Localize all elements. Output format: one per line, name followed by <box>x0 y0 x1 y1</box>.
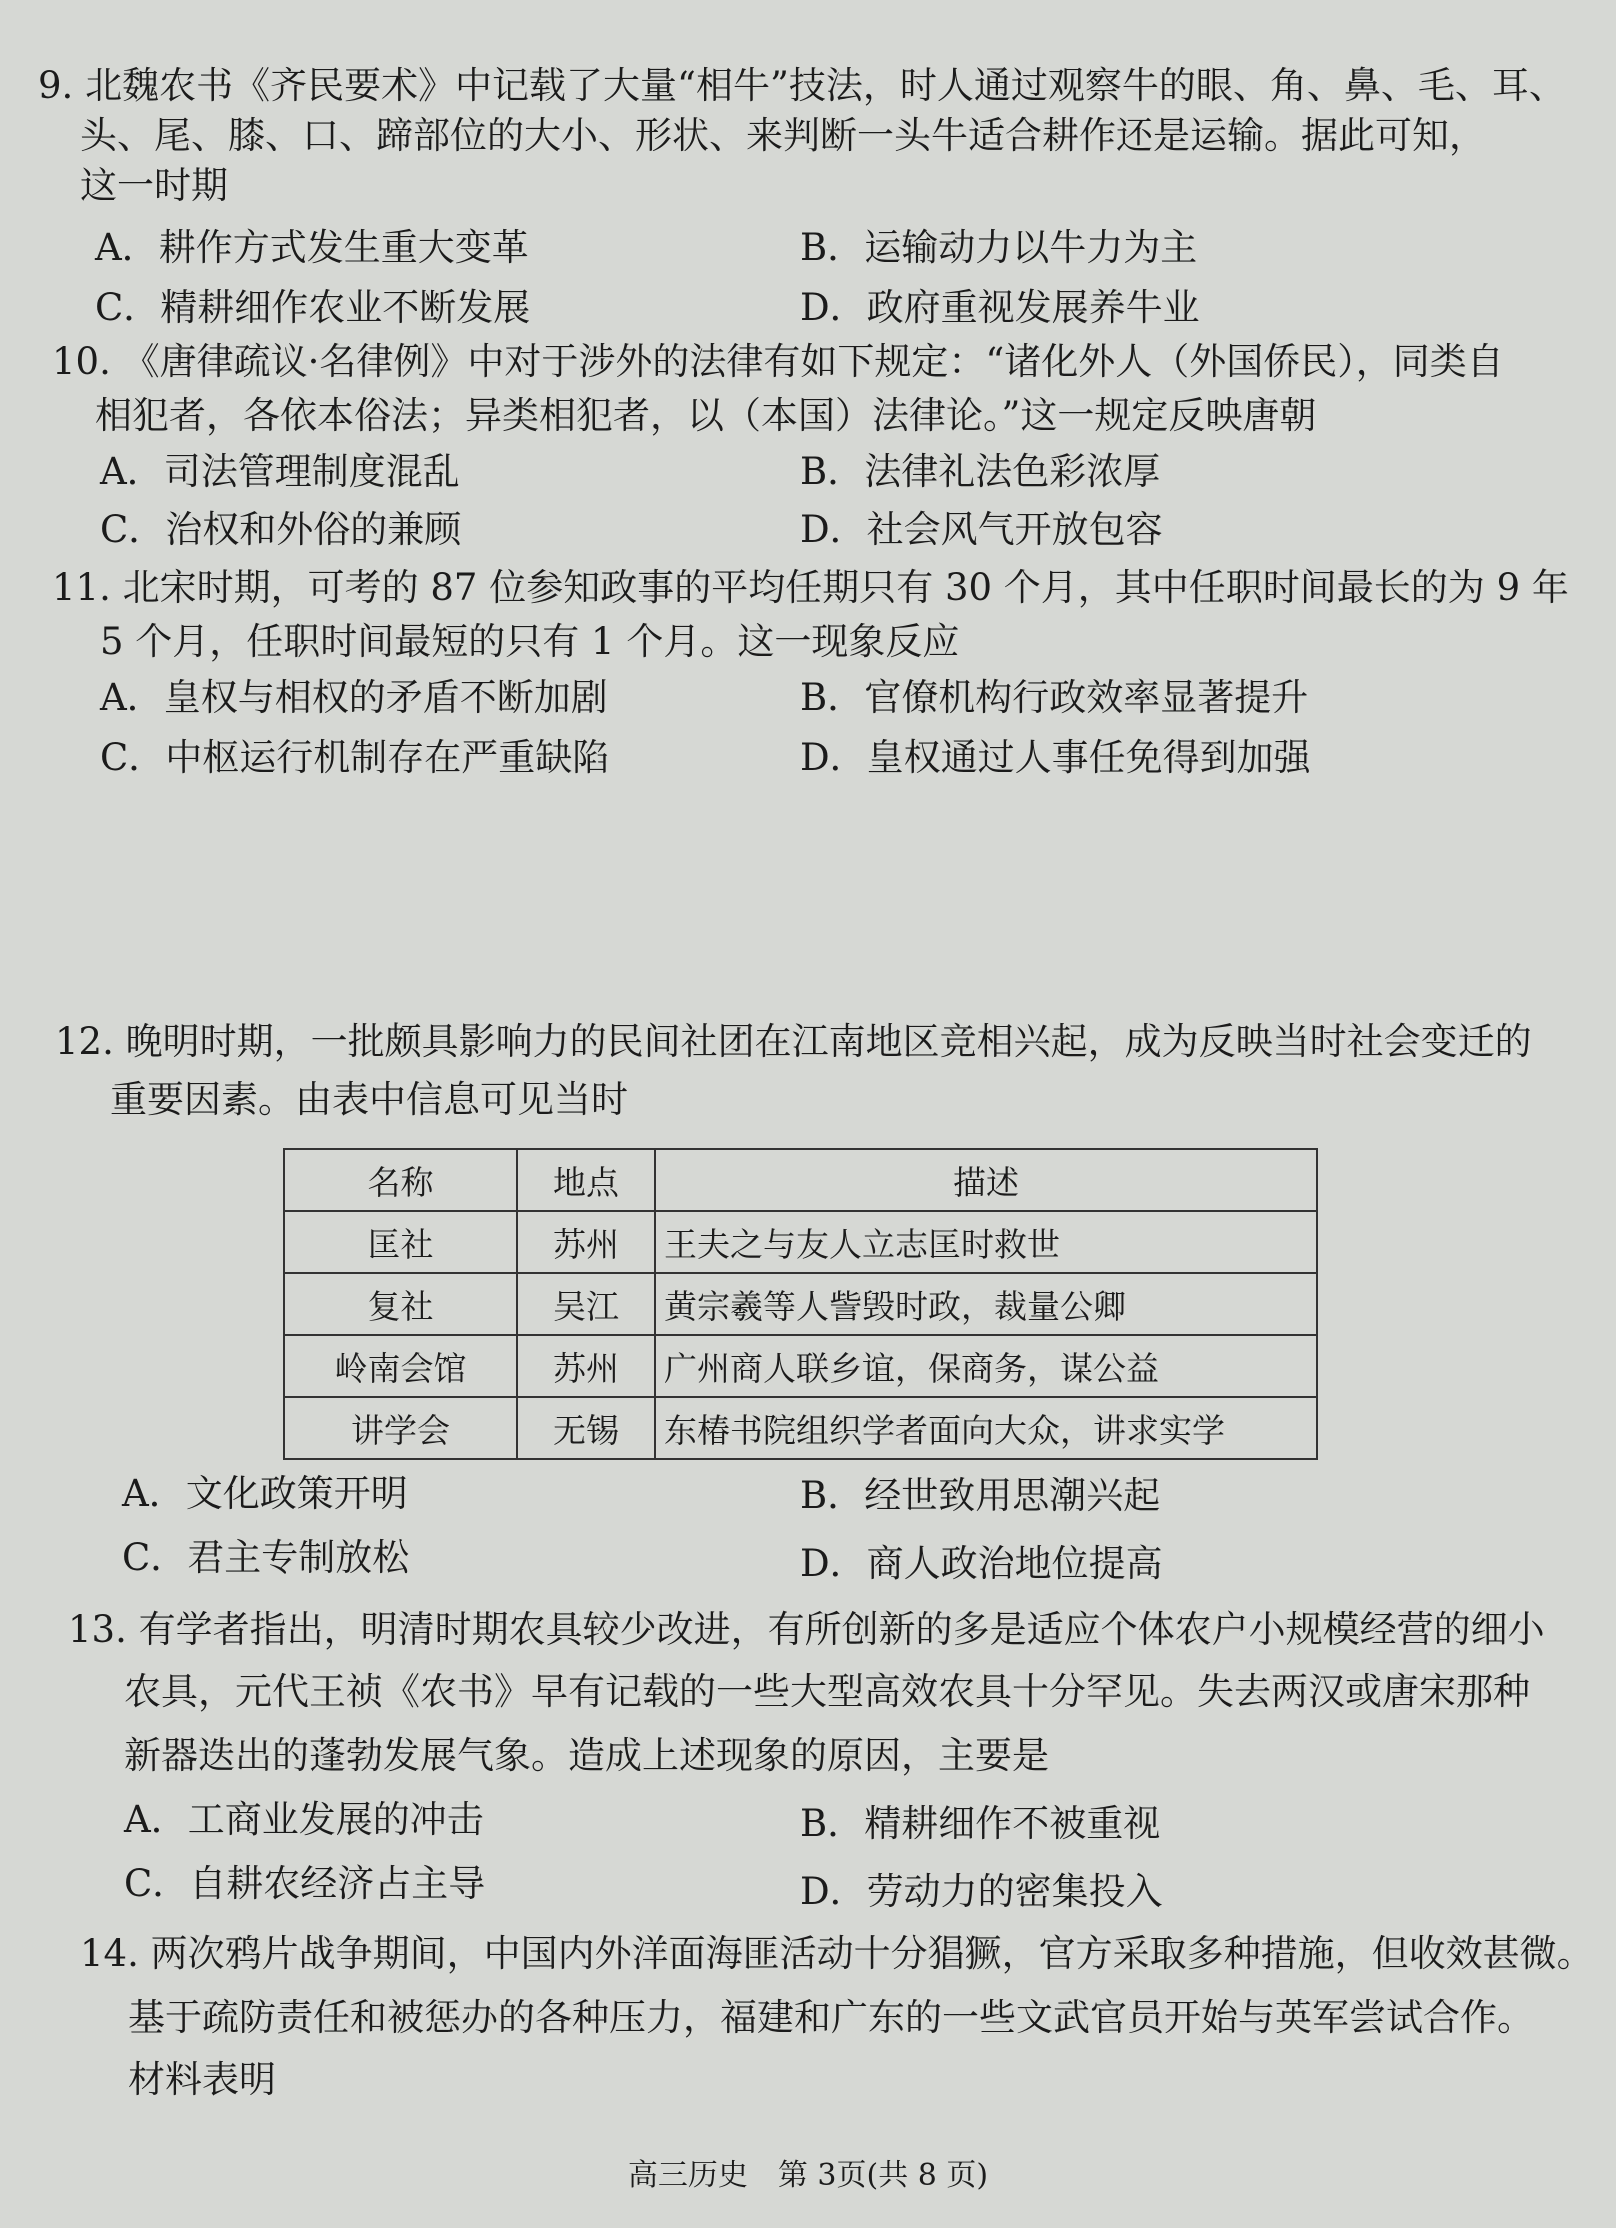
q11-stem-line-1: 11. 北宋时期，可考的 87 位参知政事的平均任期只有 30 个月，其中任职时间最长的为 9 年 <box>52 566 1569 609</box>
q10-option-c[interactable]: C．治权和外俗的兼顾 <box>100 508 462 551</box>
q11-option-a[interactable]: A．皇权与相权的矛盾不断加剧 <box>100 676 608 719</box>
table-cell-location: 吴江 <box>517 1273 655 1335</box>
q9-option-b[interactable]: B．运输动力以牛力为主 <box>800 226 1198 269</box>
table-header-description: 描述 <box>655 1149 1317 1211</box>
q14-stem-line-3: 材料表明 <box>128 2058 276 2101</box>
q13-option-b[interactable]: B．精耕细作不被重视 <box>800 1802 1161 1845</box>
table-header-location: 地点 <box>517 1149 655 1211</box>
table-cell-description: 王夫之与友人立志匡时救世 <box>655 1211 1317 1273</box>
page-footer: 高三历史 第 3页(共 8 页) <box>627 2158 989 2193</box>
table-cell-name: 匡社 <box>284 1211 517 1273</box>
q12-option-a[interactable]: A．文化政策开明 <box>122 1472 408 1515</box>
q10-stem-line-1: 10. 《唐律疏议·名律例》中对于涉外的法律有如下规定：“诸化外人（外国侨民），同类自 <box>52 340 1504 383</box>
table-cell-name: 讲学会 <box>284 1397 517 1459</box>
table-cell-description: 黄宗羲等人訾毁时政，裁量公卿 <box>655 1273 1317 1335</box>
q10-option-b[interactable]: B．法律礼法色彩浓厚 <box>800 450 1161 493</box>
q13-option-d[interactable]: D．劳动力的密集投入 <box>800 1870 1163 1913</box>
q13-stem-line-2: 农具，元代王祯《农书》早有记载的一些大型高效农具十分罕见。失去两汉或唐宋那种 <box>124 1670 1530 1713</box>
q12-stem-line-2: 重要因素。由表中信息可见当时 <box>110 1078 628 1121</box>
q9-stem-line-1: 9. 北魏农书《齐民要术》中记载了大量“相牛”技法，时人通过观察牛的眼、角、鼻、毛、耳、 <box>38 64 1566 107</box>
q13-option-c[interactable]: C．自耕农经济占主导 <box>124 1862 486 1905</box>
q10-option-d[interactable]: D．社会风气开放包容 <box>800 508 1163 551</box>
q12-stem-line-1: 12. 晚明时期，一批颇具影响力的民间社团在江南地区竞相兴起，成为反映当时社会变迁的 <box>55 1020 1532 1063</box>
q14-stem-line-2: 基于疏防责任和被惩办的各种压力，福建和广东的一些文武官员开始与英军尝试合作。 <box>128 1996 1534 2039</box>
q11-option-d[interactable]: D．皇权通过人事任免得到加强 <box>800 736 1311 779</box>
society-table <box>283 1148 1318 1460</box>
q11-option-c[interactable]: C．中枢运行机制存在严重缺陷 <box>100 736 610 779</box>
q13-stem-line-3: 新器迭出的蓬勃发展气象。造成上述现象的原因，主要是 <box>124 1734 1049 1777</box>
table-header-row <box>284 1149 1317 1211</box>
q9-stem-line-2: 头、尾、膝、口、蹄部位的大小、形状、来判断一头牛适合耕作还是运输。据此可知， <box>80 114 1486 157</box>
q9-option-d[interactable]: D．政府重视发展养牛业 <box>800 286 1200 329</box>
table-cell-description: 东椿书院组织学者面向大众，讲求实学 <box>655 1397 1317 1459</box>
q9-option-a[interactable]: A．耕作方式发生重大变革 <box>95 226 529 269</box>
table-cell-name: 岭南会馆 <box>284 1335 517 1397</box>
table-cell-location: 苏州 <box>517 1211 655 1273</box>
q13-option-a[interactable]: A．工商业发展的冲击 <box>124 1798 484 1841</box>
q12-option-b[interactable]: B．经世致用思潮兴起 <box>800 1474 1161 1517</box>
q12-option-d[interactable]: D．商人政治地位提高 <box>800 1542 1163 1585</box>
table-row <box>284 1273 1317 1335</box>
table-cell-location: 苏州 <box>517 1335 655 1397</box>
table-header-name: 名称 <box>284 1149 517 1211</box>
q9-option-c[interactable]: C．精耕细作农业不断发展 <box>95 286 531 329</box>
table-row <box>284 1397 1317 1459</box>
q11-option-b[interactable]: B．官僚机构行政效率显著提升 <box>800 676 1309 719</box>
q10-stem-line-2: 相犯者，各依本俗法；异类相犯者，以（本国）法律论。”这一规定反映唐朝 <box>95 394 1317 437</box>
table-cell-location: 无锡 <box>517 1397 655 1459</box>
q14-stem-line-1: 14. 两次鸦片战争期间，中国内外洋面海匪活动十分猖獗，官方采取多种措施，但收效甚微。 <box>80 1932 1594 1975</box>
q11-stem-line-2: 5 个月，任职时间最短的只有 1 个月。这一现象反应 <box>100 620 960 663</box>
q13-stem-line-1: 13. 有学者指出，明清时期农具较少改进，有所创新的多是适应个体农户小规模经营的细小 <box>68 1608 1545 1651</box>
table-cell-description: 广州商人联乡谊，保商务，谋公益 <box>655 1335 1317 1397</box>
q12-option-c[interactable]: C．君主专制放松 <box>122 1536 410 1579</box>
table-row <box>284 1335 1317 1397</box>
table-row <box>284 1211 1317 1273</box>
q10-option-a[interactable]: A．司法管理制度混乱 <box>100 450 460 493</box>
table-cell-name: 复社 <box>284 1273 517 1335</box>
q9-stem-line-3: 这一时期 <box>80 164 228 207</box>
